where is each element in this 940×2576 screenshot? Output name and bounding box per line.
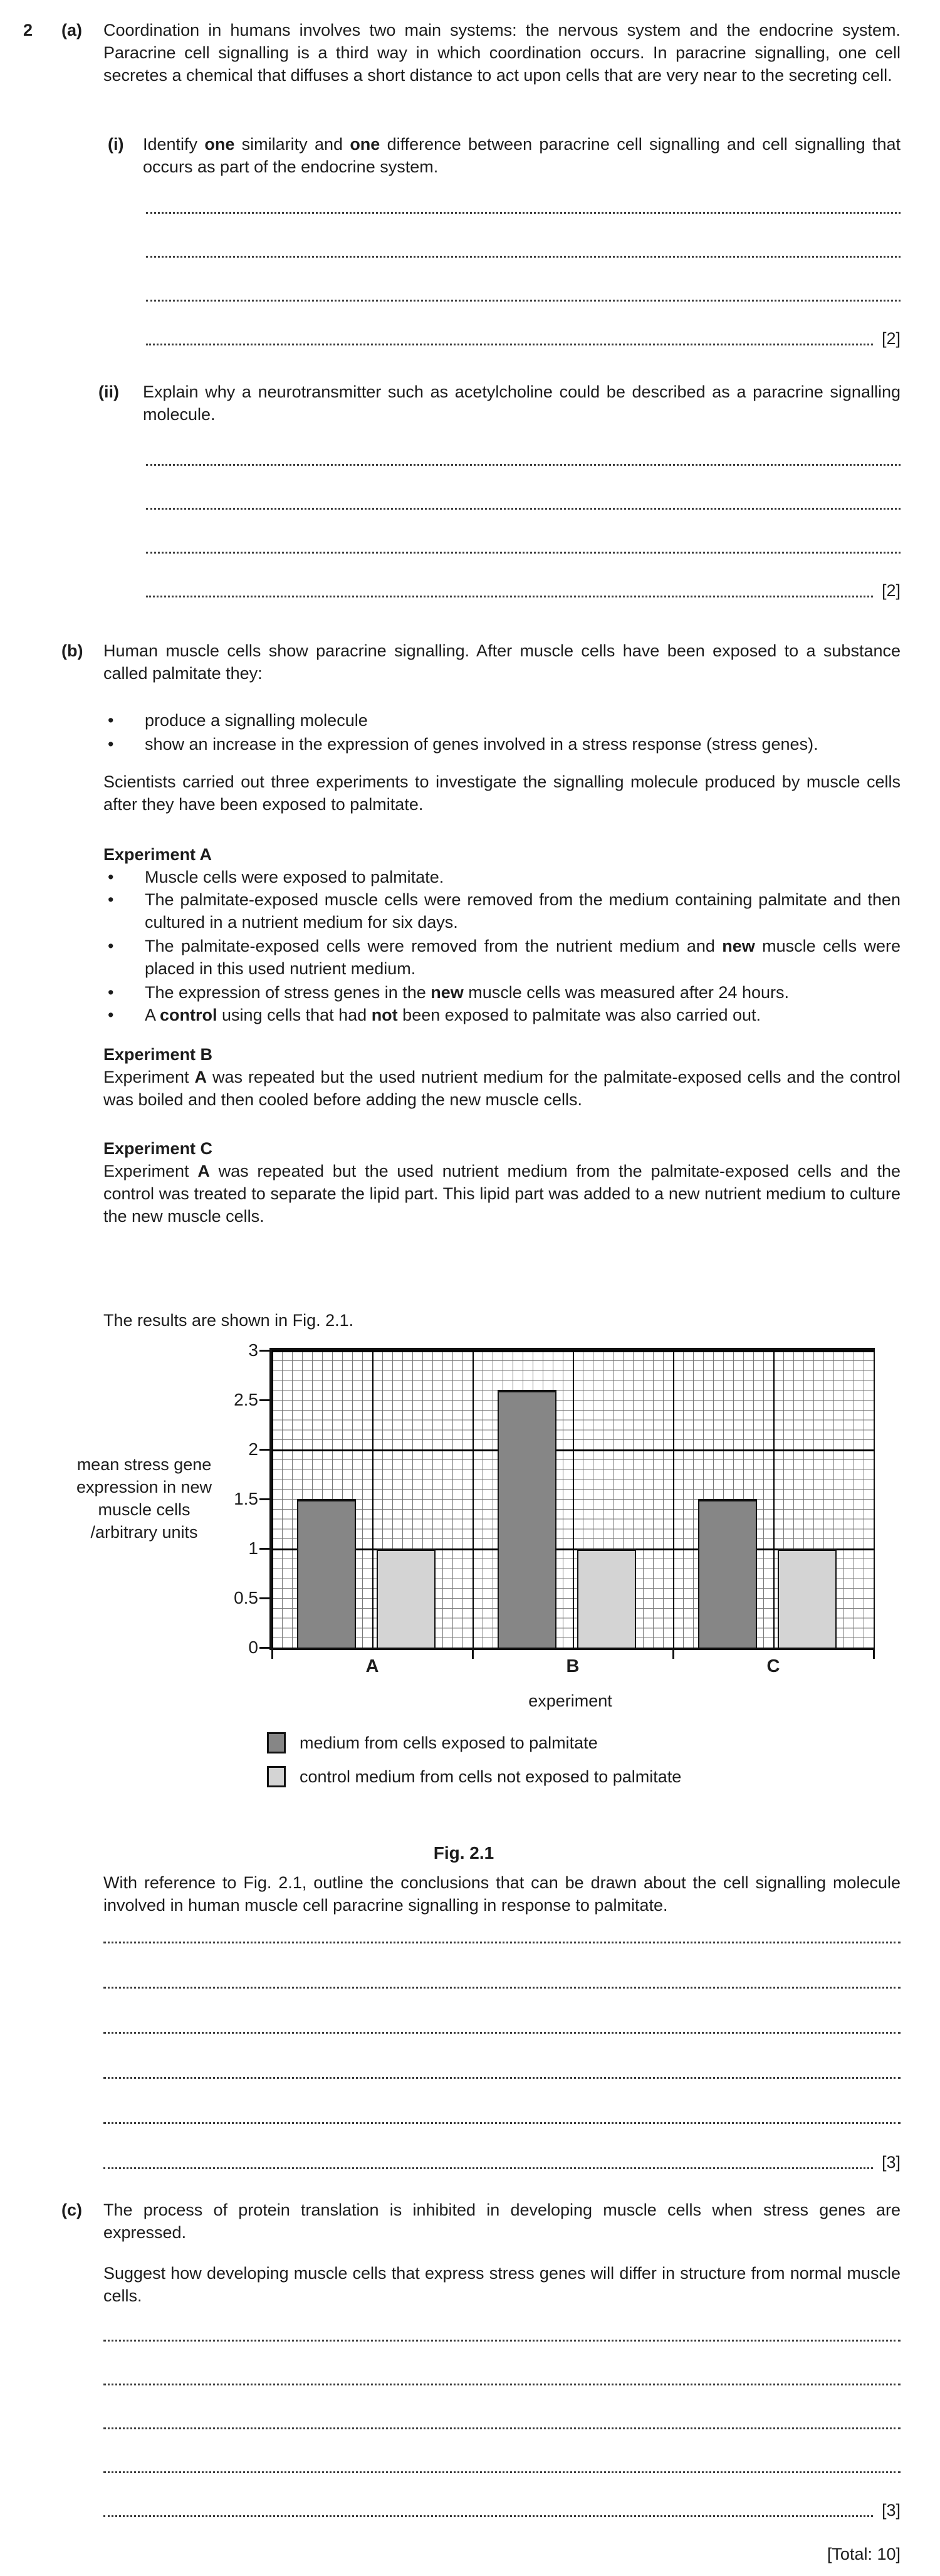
- bullet-text: A control using cells that had not been exposed to palmitate was also carried out.: [145, 1006, 761, 1024]
- part-b-label: (b): [61, 641, 83, 660]
- part-b-intro: Human muscle cells show paracrine signalling. After muscle cells have been exposed to a substance called palmitate they:: [103, 641, 901, 683]
- experiment-c-heading: Experiment C: [103, 1139, 213, 1158]
- x-axis-tick: [271, 1650, 273, 1659]
- legend-label: control medium from cells not exposed to palmitate: [300, 1767, 682, 1786]
- bullet-icon: •: [108, 1006, 114, 1024]
- answer-dotted-line: [103, 2017, 901, 2036]
- y-axis-tick-label: 0: [248, 1638, 258, 1657]
- answer-dotted-line: [103, 1927, 901, 1945]
- bullet-text: The expression of stress genes in the new muscle cells was measured after 24 hours.: [145, 983, 789, 1002]
- y-axis-tick: [259, 1399, 269, 1401]
- legend-swatch-palmitate: [267, 1732, 286, 1753]
- category-label-B: B: [566, 1656, 580, 1676]
- bullet-icon: •: [108, 937, 114, 955]
- bullet-item: [108, 733, 901, 755]
- dotted-rule: [103, 2340, 901, 2342]
- figure-caption: Fig. 2.1: [433, 1843, 494, 1863]
- y-axis-title-line: expression in new: [76, 1478, 212, 1496]
- dotted-rule: [103, 2122, 901, 2124]
- y-axis-title-line: muscle cells: [98, 1500, 191, 1519]
- y-axis-tick-label: 2: [248, 1439, 258, 1459]
- x-axis-tick: [672, 1650, 674, 1659]
- answer-dotted-line: [146, 197, 901, 216]
- bar-B-palmitate: [498, 1390, 556, 1648]
- y-axis-title-line: /arbitrary units: [90, 1523, 198, 1542]
- bar-A-palmitate: [297, 1499, 356, 1648]
- bullet-icon: •: [108, 890, 114, 909]
- y-axis-tick-label: 2.5: [234, 1390, 258, 1409]
- bullet-text: Muscle cells were exposed to palmitate.: [145, 868, 444, 886]
- bullet-icon: •: [108, 983, 114, 1002]
- answer-dotted-line: [103, 2062, 901, 2081]
- answer-dotted-line: [103, 2368, 901, 2387]
- dotted-rule: [146, 256, 901, 258]
- y-axis-tick: [259, 1350, 269, 1352]
- legend-label: medium from cells exposed to palmitate: [300, 1733, 598, 1752]
- answer-dotted-line: [146, 581, 901, 599]
- bullet-item: [108, 866, 901, 888]
- dotted-rule: [103, 2471, 901, 2473]
- y-axis-tick: [259, 1449, 269, 1451]
- dotted-rule: [103, 1942, 901, 1943]
- bullet-text: produce a signalling molecule: [145, 711, 368, 730]
- part-c-label: (c): [61, 2200, 82, 2219]
- experiment-a-heading: Experiment A: [103, 845, 212, 864]
- mark-allocation: [3]: [881, 2501, 901, 2520]
- dotted-rule: [146, 596, 873, 597]
- dotted-rule: [146, 344, 873, 345]
- answer-dotted-line: [103, 2107, 901, 2126]
- mark-allocation: [2]: [881, 581, 901, 600]
- bullet-icon: •: [108, 735, 114, 754]
- y-axis-tick-label: 0.5: [234, 1588, 258, 1607]
- subquestion-i-text: Identify one similarity and one difference between paracrine cell signalling and cell signalling that occurs as part of the endocrine system.: [143, 135, 901, 176]
- answer-dotted-line: [146, 537, 901, 555]
- bullet-icon: •: [108, 711, 114, 730]
- y-axis-tick: [259, 1647, 269, 1649]
- results-sentence: The results are shown in Fig. 2.1.: [103, 1311, 354, 1330]
- subquestion-ii-text: Explain why a neurotransmitter such as acetylcholine could be described as a paracrine signalling molecule.: [143, 382, 901, 424]
- bar-A-control: [377, 1548, 436, 1648]
- dotted-rule: [103, 2032, 901, 2034]
- bullet-item: [108, 935, 901, 980]
- answer-dotted-line: [146, 493, 901, 512]
- bar-chart-plot: [269, 1348, 875, 1650]
- part-a-intro: Coordination in humans involves two main systems: the nervous system and the endocrine system. Paracrine cell signalling is a third way in which coordination occurs. In paracrine signalling, one cell secretes a chemical that diffuses a short distance to act upon cells that are very near to the secreting cell.: [103, 21, 901, 85]
- bullet-icon: •: [108, 868, 114, 886]
- bar-B-control: [577, 1548, 636, 1648]
- y-axis-tick: [259, 1597, 269, 1599]
- y-axis-tick: [259, 1548, 269, 1550]
- bullet-text: The palmitate-exposed cells were removed from the nutrient medium and new muscle cells were placed in this used nutrient medium.: [145, 937, 901, 978]
- dotted-rule: [103, 2384, 901, 2385]
- dotted-rule: [103, 2427, 901, 2429]
- bar-C-control: [778, 1548, 837, 1648]
- experiment-b-paragraph: Experiment A was repeated but the used nutrient medium for the palmitate-exposed cells and the control was boiled and then cooled before adding the new muscle cells.: [103, 1068, 901, 1109]
- dotted-rule: [103, 1987, 901, 1989]
- question-number: 2: [23, 21, 33, 39]
- part-b-question-text: With reference to Fig. 2.1, outline the conclusions that can be drawn about the cell signalling molecule involved in human muscle cell paracrine signalling in response to palmitate.: [103, 1873, 901, 1915]
- part-c-intro: The process of protein translation is inhibited in developing muscle cells when stress genes are expressed.: [103, 2200, 901, 2242]
- answer-dotted-line: [146, 241, 901, 260]
- legend-swatch-control: [267, 1766, 286, 1787]
- answer-dotted-line: [146, 329, 901, 347]
- y-axis-tick-label: 1.5: [234, 1489, 258, 1508]
- category-label-A: A: [365, 1656, 379, 1676]
- answer-dotted-line: [103, 2412, 901, 2431]
- total-marks: [Total: 10]: [827, 2545, 901, 2563]
- part-c-question-text: Suggest how developing muscle cells that express stress genes will differ in structure from normal muscle cells.: [103, 2264, 901, 2305]
- bullet-text: show an increase in the expression of genes involved in a stress response (stress genes).: [145, 735, 818, 754]
- answer-dotted-line: [103, 1972, 901, 1990]
- y-axis-tick-label: 3: [248, 1340, 258, 1360]
- experiment-c-paragraph: Experiment A was repeated but the used nutrient medium from the palmitate-exposed cells and the control was treated to separate the lipid part. This lipid part was added to a new nutrient medium to culture the new muscle cells.: [103, 1162, 901, 1226]
- dotted-rule: [146, 508, 901, 510]
- y-axis-tick-label: 1: [248, 1538, 258, 1558]
- answer-dotted-line: [146, 285, 901, 303]
- y-axis-title-line: mean stress gene: [76, 1455, 212, 1474]
- answer-dotted-line: [146, 449, 901, 468]
- answer-dotted-line: [103, 2500, 901, 2519]
- bullet-item: [108, 1004, 901, 1026]
- dotted-rule: [103, 2167, 873, 2169]
- bullet-item: [108, 888, 901, 933]
- subquestion-i-label: (i): [108, 135, 124, 154]
- part-b-scientists-paragraph: Scientists carried out three experiments to investigate the signalling molecule produced by muscle cells after they have been exposed to palmitate.: [103, 772, 901, 814]
- dotted-rule: [146, 300, 901, 302]
- x-axis-tick: [873, 1650, 875, 1659]
- bar-C-palmitate: [698, 1499, 757, 1648]
- dotted-rule: [146, 552, 901, 554]
- dotted-rule: [146, 212, 901, 214]
- category-label-C: C: [766, 1656, 780, 1676]
- dotted-rule: [103, 2077, 901, 2079]
- part-a-label: (a): [61, 21, 82, 39]
- dotted-rule: [146, 464, 901, 466]
- dotted-rule: [103, 2515, 873, 2517]
- answer-dotted-line: [103, 2456, 901, 2475]
- experiment-b-heading: Experiment B: [103, 1045, 213, 1064]
- y-axis-tick: [259, 1498, 269, 1500]
- bullet-text: The palmitate-exposed muscle cells were removed from the medium containing palmitate and then cultured in a nutrient medium for six days.: [145, 890, 901, 932]
- x-axis-label: experiment: [528, 1691, 612, 1710]
- mark-allocation: [2]: [881, 329, 901, 348]
- bullet-item: [108, 981, 901, 1004]
- subquestion-ii-label: (ii): [98, 382, 119, 401]
- answer-dotted-line: [103, 2152, 901, 2171]
- x-axis-tick: [472, 1650, 474, 1659]
- bullet-item: [108, 709, 901, 732]
- answer-dotted-line: [103, 2325, 901, 2343]
- mark-allocation: [3]: [881, 2153, 901, 2172]
